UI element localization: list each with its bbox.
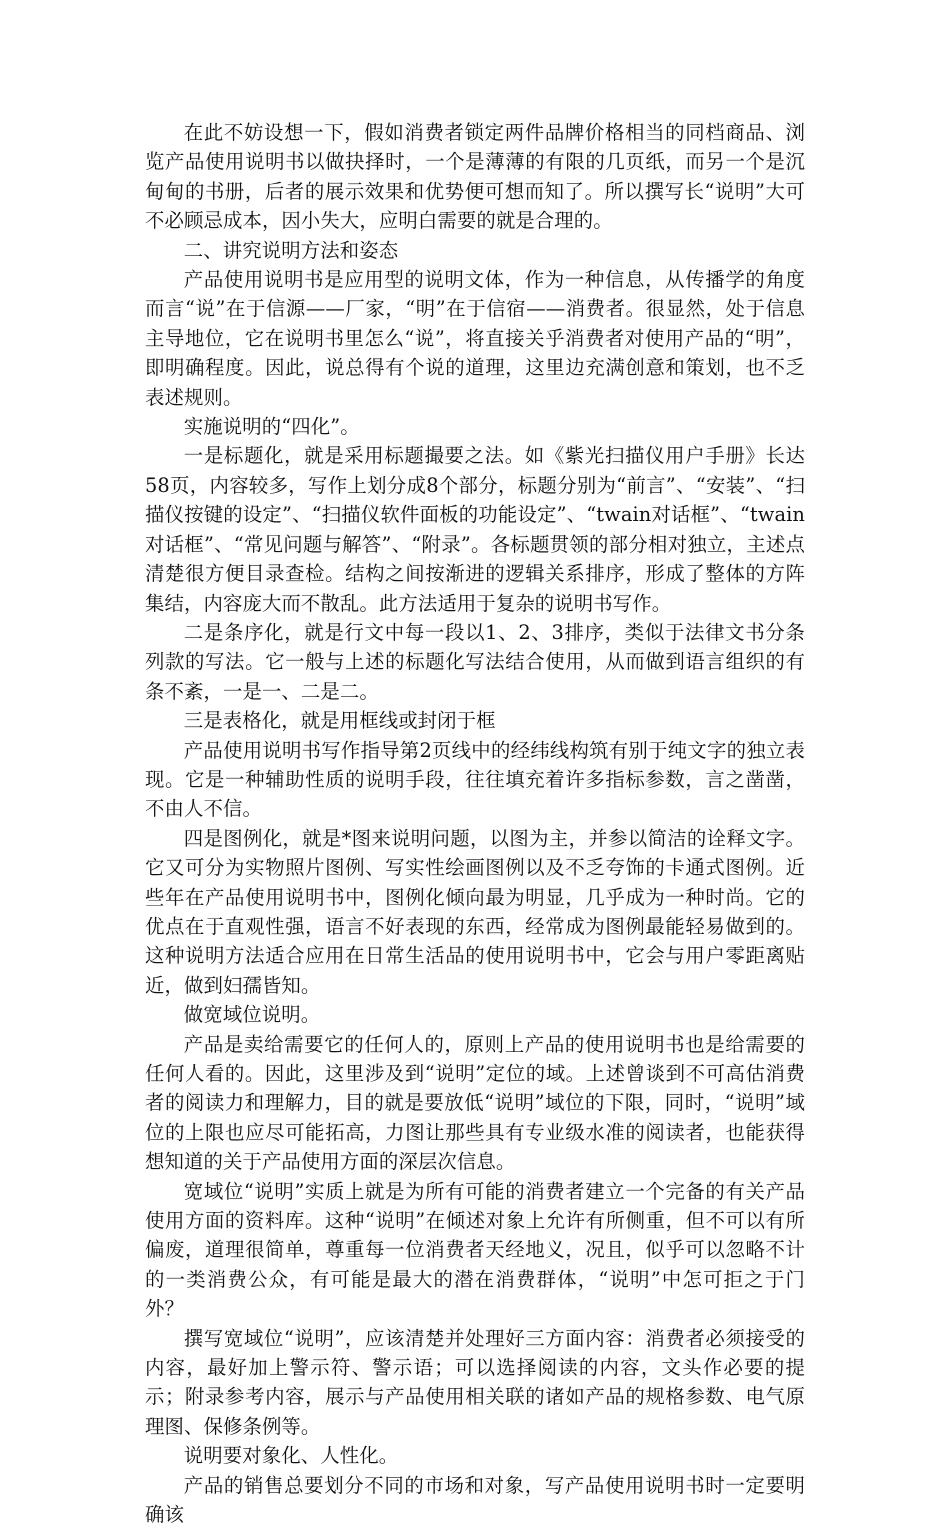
paragraph: 撰写宽域位“说明”，应该清楚并处理好三方面内容：消费者必须接受的内容，最好加上警示符、警示语；可以选择阅读的内容，文头作必要的提示；附录参考内容，展示与产品使用相关联的诸如产品的规格参数、电气原理图、保修条例等。 bbox=[145, 1326, 805, 1438]
paragraph: 产品使用说明书是应用型的说明文体，作为一种信息，从传播学的角度而言“说”在于信源——厂家，“明”在于信宿——消费者。很显然，处于信息主导地位，它在说明书里怎么“说”，将直接关乎消费者对使用产品的“明”，即明确程度。因此，说总得有个说的道理，这里边充满创意和策划，也不乏表述规则。 bbox=[145, 268, 805, 409]
paragraph: 产品使用说明书写作指导第2页线中的经纬线构筑有别于纯文字的独立表现。它是一种辅助性质的说明手段，往往填充着许多指标参数，言之凿凿，不由人不信。 bbox=[145, 738, 805, 821]
paragraph: 做宽域位说明。 bbox=[183, 1003, 321, 1027]
paragraph: 宽域位“说明”实质上就是为所有可能的消费者建立一个完备的有关产品使用方面的资料库。这种“说明”在倾述对象上允许有所侧重，但不可以有所偏废，道理很简单，尊重每一位消费者天经地义，况且，似乎可以忽略不计的一类消费公众，有可能是最大的潜在消费群体，“说明”中怎可拒之于门外？ bbox=[145, 1179, 805, 1321]
paragraph: 产品是卖给需要它的任何人的，原则上产品的使用说明书也是给需要的任何人看的。因此，这里涉及到“说明”定位的域。上述曾谈到不可高估消费者的阅读力和理解力，目的就是要放低“说明”域位的下限，同时，“说明”域位的上限也应尽可能拓高，力图让那些具有专业级水准的阅读者，也能获得想知道的关于产品使用方面的深层次信息。 bbox=[145, 1032, 805, 1174]
paragraph: 四是图例化，就是*图来说明问题，以图为主，并参以简洁的诠释文字。它又可分为实物照片图例、写实性绘画图例以及不乏夸饰的卡通式图例。近些年在产品使用说明书中，图例化倾向最为明显，几乎成为一种时尚。它的优点在于直观性强，语言不好表现的东西，经常成为图例最能轻易做到的。这种说明方法适合应用在日常生活品的使用说明书中，它会与用户零距离贴近，做到妇孺皆知。 bbox=[145, 826, 805, 997]
paragraph: 产品的销售总要划分不同的市场和对象，写产品使用说明书时一定要明确该 bbox=[145, 1473, 805, 1527]
paragraph: 三是表格化，就是用框线或封闭于框 bbox=[183, 709, 496, 733]
paragraph: 说明要对象化、人性化。 bbox=[183, 1444, 399, 1468]
paragraph: 二是条序化，就是行文中每一段以1、2、3排序，类似于法律文书分条列款的写法。它一般与上述的标题化写法结合使用，从而做到语言组织的有条不紊，一是一、二是二。 bbox=[145, 620, 805, 703]
section-heading: 二、讲究说明方法和姿态 bbox=[183, 238, 399, 262]
document-page bbox=[145, 118, 805, 1530]
paragraph: 一是标题化，就是采用标题撮要之法。如《紫光扫描仪用户手册》长达58页，内容较多，写作上划分成8个部分，标题分别为“前言”、“安装”、“扫描仪按键的设定”、“扫描仪软件面板的功能设定”、“twain对话框”、“twain对话框”、“常见问题与解答”、“附录”。各标题贯领的部分相对独立，主述点清楚很方便目录查检。结构之间按渐进的逻辑关系排序，形成了整体的方阵集结，内容庞大而不散乱。此方法适用于复杂的说明书写作。 bbox=[145, 444, 805, 615]
paragraph: 在此不妨设想一下，假如消费者锁定两件品牌价格相当的同档商品、浏览产品使用说明书以做抉择时，一个是薄薄的有限的几页纸，而另一个是沉甸甸的书册，后者的展示效果和优势便可想而知了。所以撰写长“说明”大可不必顾忌成本，因小失大，应明白需要的就是合理的。 bbox=[145, 121, 805, 233]
paragraph: 实施说明的“四化”。 bbox=[183, 415, 360, 439]
